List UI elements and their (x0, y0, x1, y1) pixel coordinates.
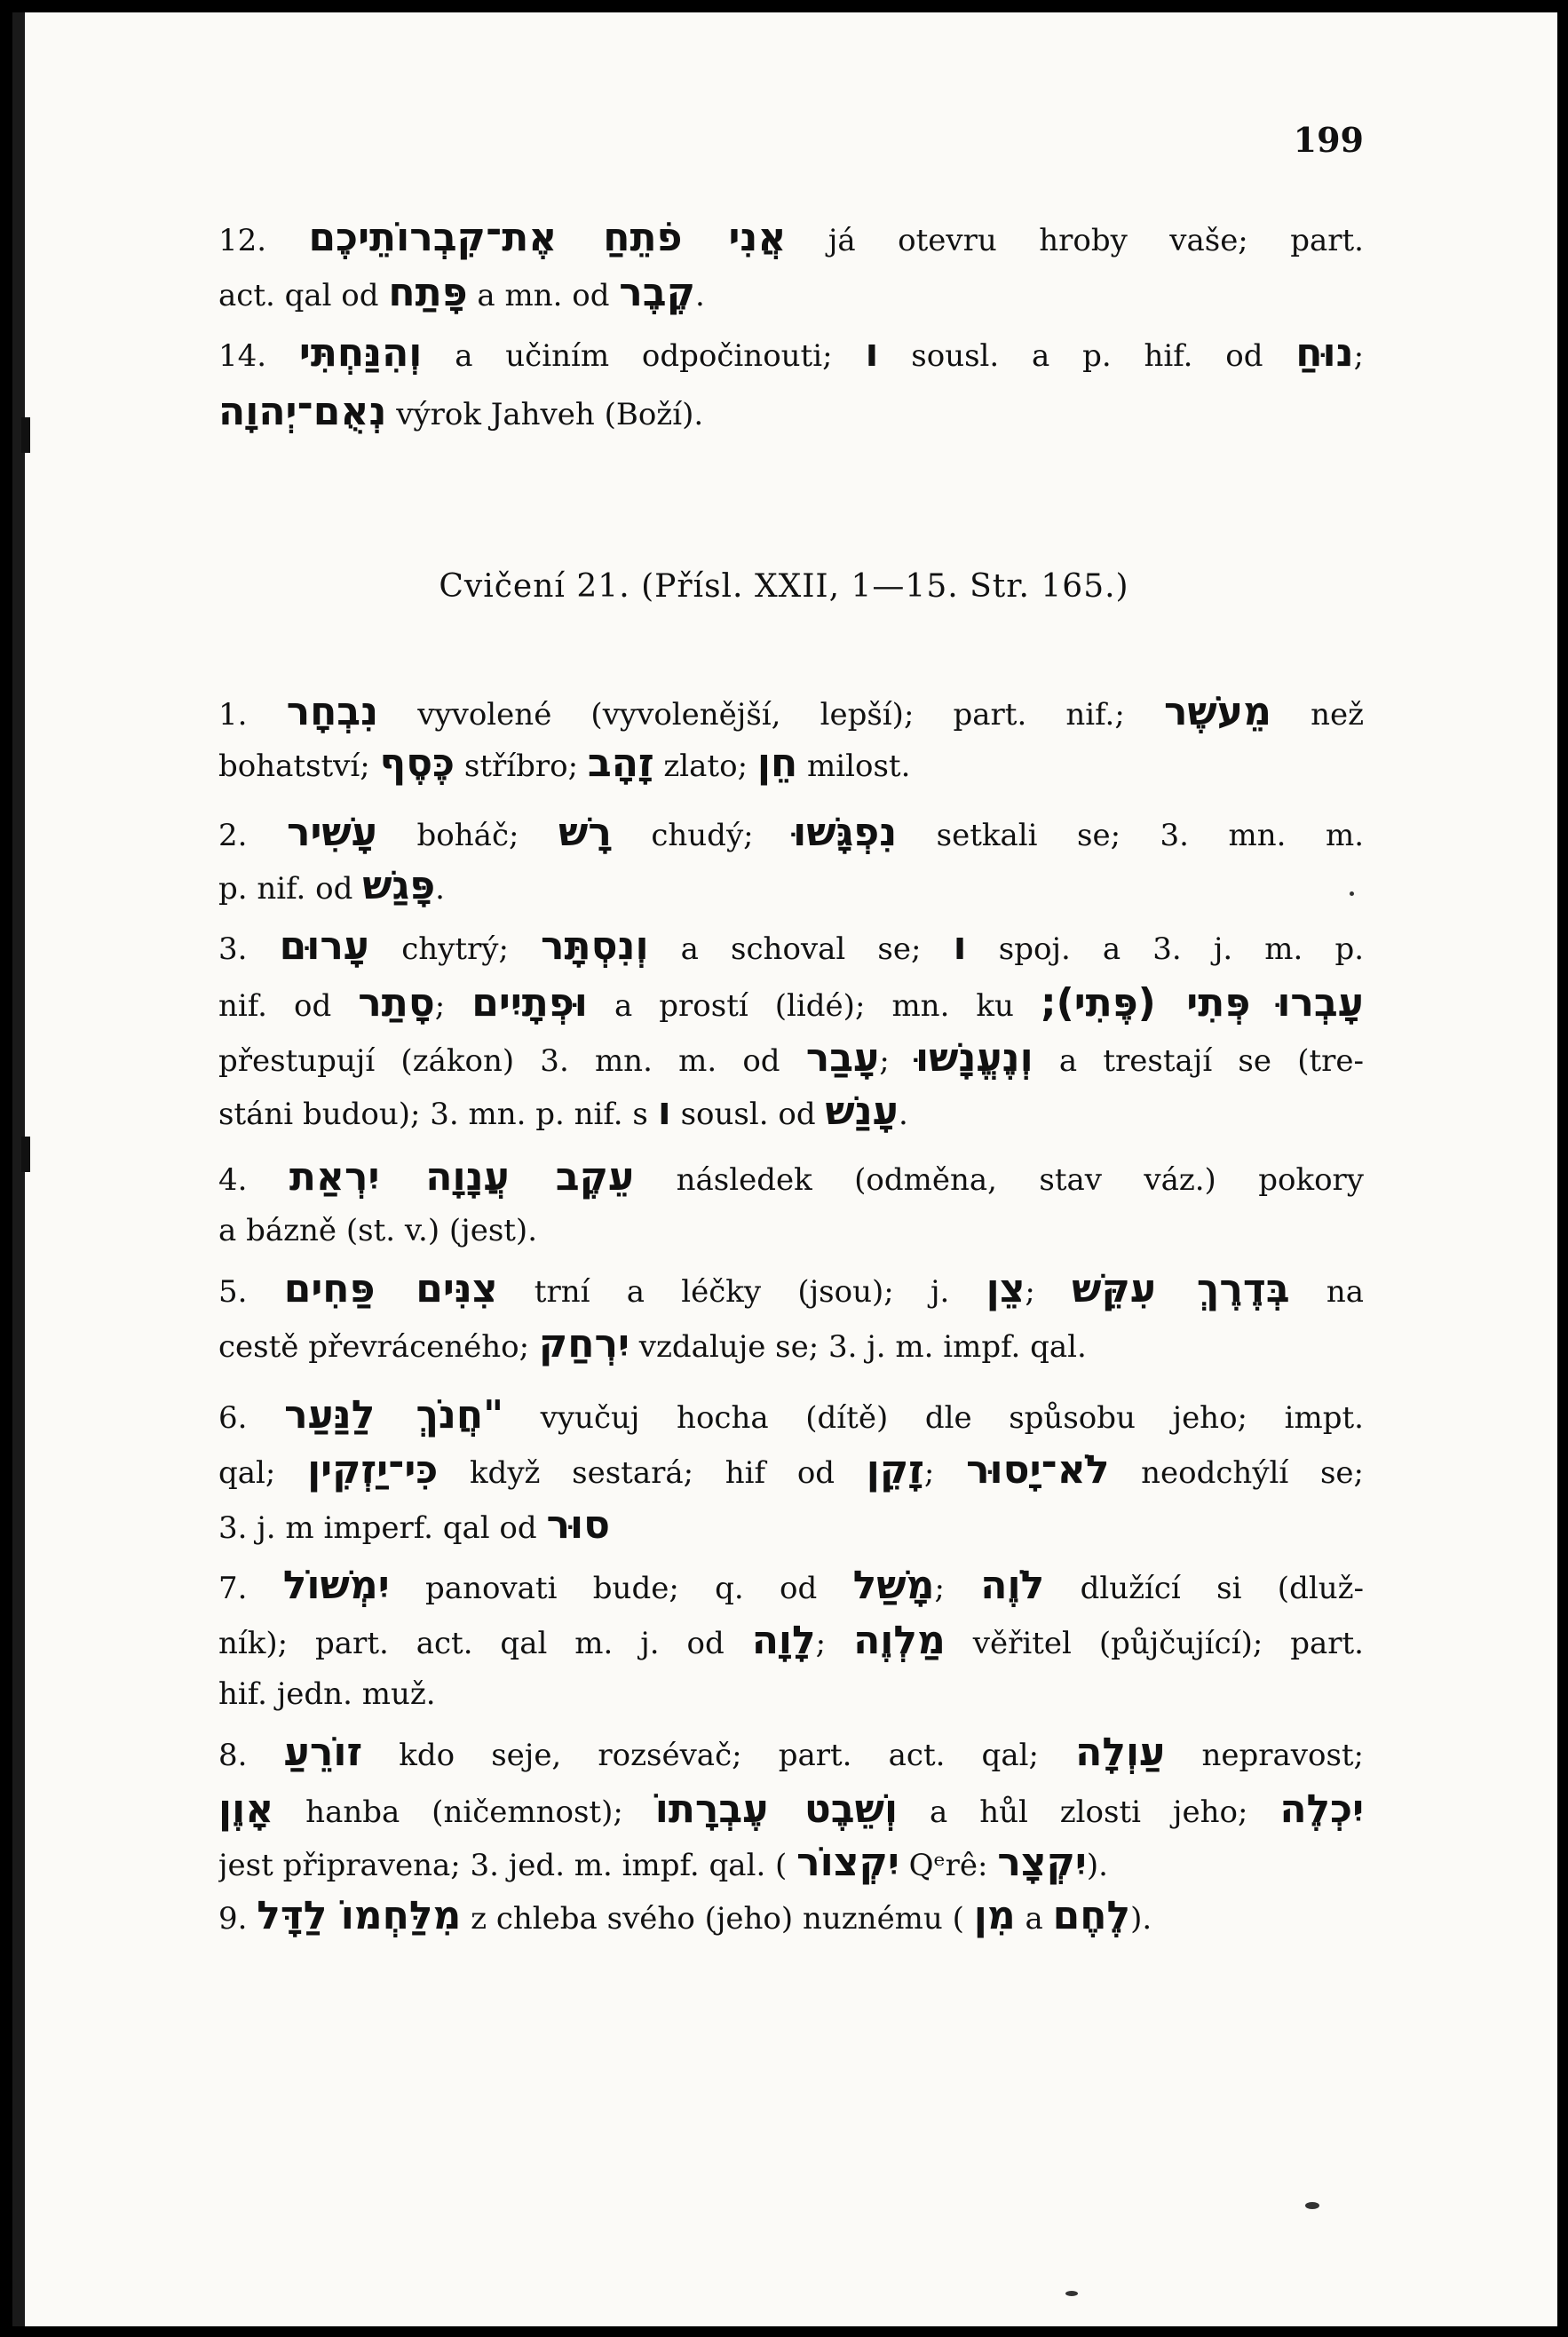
line: nif. od סָתַר; וּפְתָיִים a prostí (lidé); mn. ku פְּתִי (פֶּתִי); עָבְרוּ (218, 980, 1364, 1026)
item-number: 4. (218, 1162, 248, 1198)
line: 6. "חֲנֹךְ לַנַּעַר vyučuj hocha (dítě) dle spůsobu jeho; impt. (218, 1392, 1364, 1438)
line (218, 210, 1364, 266)
hebrew-letter: ו (865, 330, 879, 376)
hebrew-word: קֶבֶר (619, 270, 696, 315)
item-number: 7. (218, 1571, 248, 1606)
line: 9. מִלַּחְמוֹ לַדָּל z chleba svého (jeho) nuznému ( מִן a לֶחֶם). (218, 1893, 1152, 1938)
item-number: 12. (218, 223, 267, 258)
line: 5. צִנִּים פַּחִים trní a léčky (jsou); j. צֵן; בְּדֶרֶךְ עִקֵּשׁ na (218, 1266, 1364, 1311)
hebrew-word: וְהִנַּחְתִּי (298, 330, 423, 376)
hebrew-phrase: אֲנִי פֹתֵחַ אֶת־קִבְרוֹתֵיכֶם (308, 215, 787, 260)
line: 3. j. m imperf. qal od סוּר (218, 1502, 610, 1548)
line: bohatství; כֶּסֶף stříbro; זָהָב zlato; חֵן milost. (218, 741, 911, 786)
hebrew-phrase: נְאֻם־יְהוָה (218, 389, 387, 434)
item-number: 2. (218, 818, 248, 853)
line: hif. jedn. muž. (218, 1676, 436, 1712)
line: 1. נִבְחָר vyvolené (vyvolenější, lepší); part. nif.; מֵעֹשֶׁר než (218, 689, 1364, 734)
item-number: 5. (218, 1274, 248, 1310)
line: přestupují (zákon) 3. mn. m. od עָבַר; וְנֶעֱנָשׁוּ a trestají se (tre- (218, 1035, 1364, 1081)
line: cestě převráceného; יִרְחַק vzdaluje se; 3. j. m. impf. qal. (218, 1321, 1087, 1367)
hebrew-word: פָּתַח (388, 270, 468, 315)
item-number: 9. (218, 1901, 248, 1937)
line: act. qal od פָּתַח a mn. od קֶבֶר. (218, 270, 705, 315)
section-heading: Cvičení 21. (Přísl. XXII, 1—15. Str. 165.) (439, 568, 1129, 605)
page-number: 199 (1293, 120, 1364, 160)
gloss-text: já otevru hroby vaše; part. (828, 223, 1364, 258)
line: אָוֶן hanba (ničemnost); וְשֵׁבֶט עֶבְרָתוֹ a hůl zlosti jeho; יִכְלֶה (218, 1786, 1364, 1832)
line: qal; כִּי־יַזְקִין když sestará; hif od זָקֵן; לֹא־יָסוּר neodchýlí se; (218, 1447, 1364, 1493)
item-number: 1. (218, 697, 248, 733)
binding-notch (21, 1137, 30, 1172)
line: p. nif. od פָּגַשׁ. (218, 863, 445, 908)
line: 14. וְהִנַּחְתִּי a učiním odpočinouti; ו sousl. a p. hif. od נוּחַ; (218, 330, 1364, 376)
line: a bázně (st. v.) (jest). (218, 1213, 538, 1248)
line: ník); part. act. qal m. j. od לָוָה; מַלְוֶה věřitel (půjčující); part. (218, 1618, 1364, 1663)
print-speck (1065, 2291, 1078, 2296)
item-number: 6. (218, 1400, 248, 1436)
line: נְאֻם־יְהוָה výrok Jahveh (Boží). (218, 389, 704, 434)
item-number: 3. (218, 931, 248, 967)
line: jest připravena; 3. jed. m. impf. qal. ( יִקְצוֹר Qᵉrê: יִקְצָר). (218, 1840, 1108, 1885)
line: 7. יִמְשׁוֹל panovati bude; q. od מָשַׁל; לֹוֶה dlužící si (dluž- (218, 1563, 1364, 1608)
line: 2. עָשִׁיר boháč; רָשׁ chudý; נִפְגָּשׁוּ setkali se; 3. mn. m. (218, 810, 1364, 855)
line: 3. עָרוּם chytrý; וְנִסְתָּר a schoval se; ו spoj. a 3. j. m. p. (218, 923, 1364, 969)
hebrew-word: נוּחַ (1295, 330, 1354, 376)
binding-notch (21, 417, 30, 453)
print-speck (1305, 2202, 1319, 2209)
item-number: 8. (218, 1738, 248, 1773)
line: stáni budou); 3. mn. p. nif. s ו sousl. od עָנַשׁ. (218, 1089, 908, 1134)
line: 8. זוֹרֵעַ kdo seje, rozsévač; part. act. qal; עַוְלָה nepravost; (218, 1730, 1364, 1775)
line: 4. עֵקֶב עֲנָוָה יִרְאַת následek (odměna, stav váz.) pokory (218, 1154, 1364, 1200)
item-number: 14. (218, 338, 267, 374)
